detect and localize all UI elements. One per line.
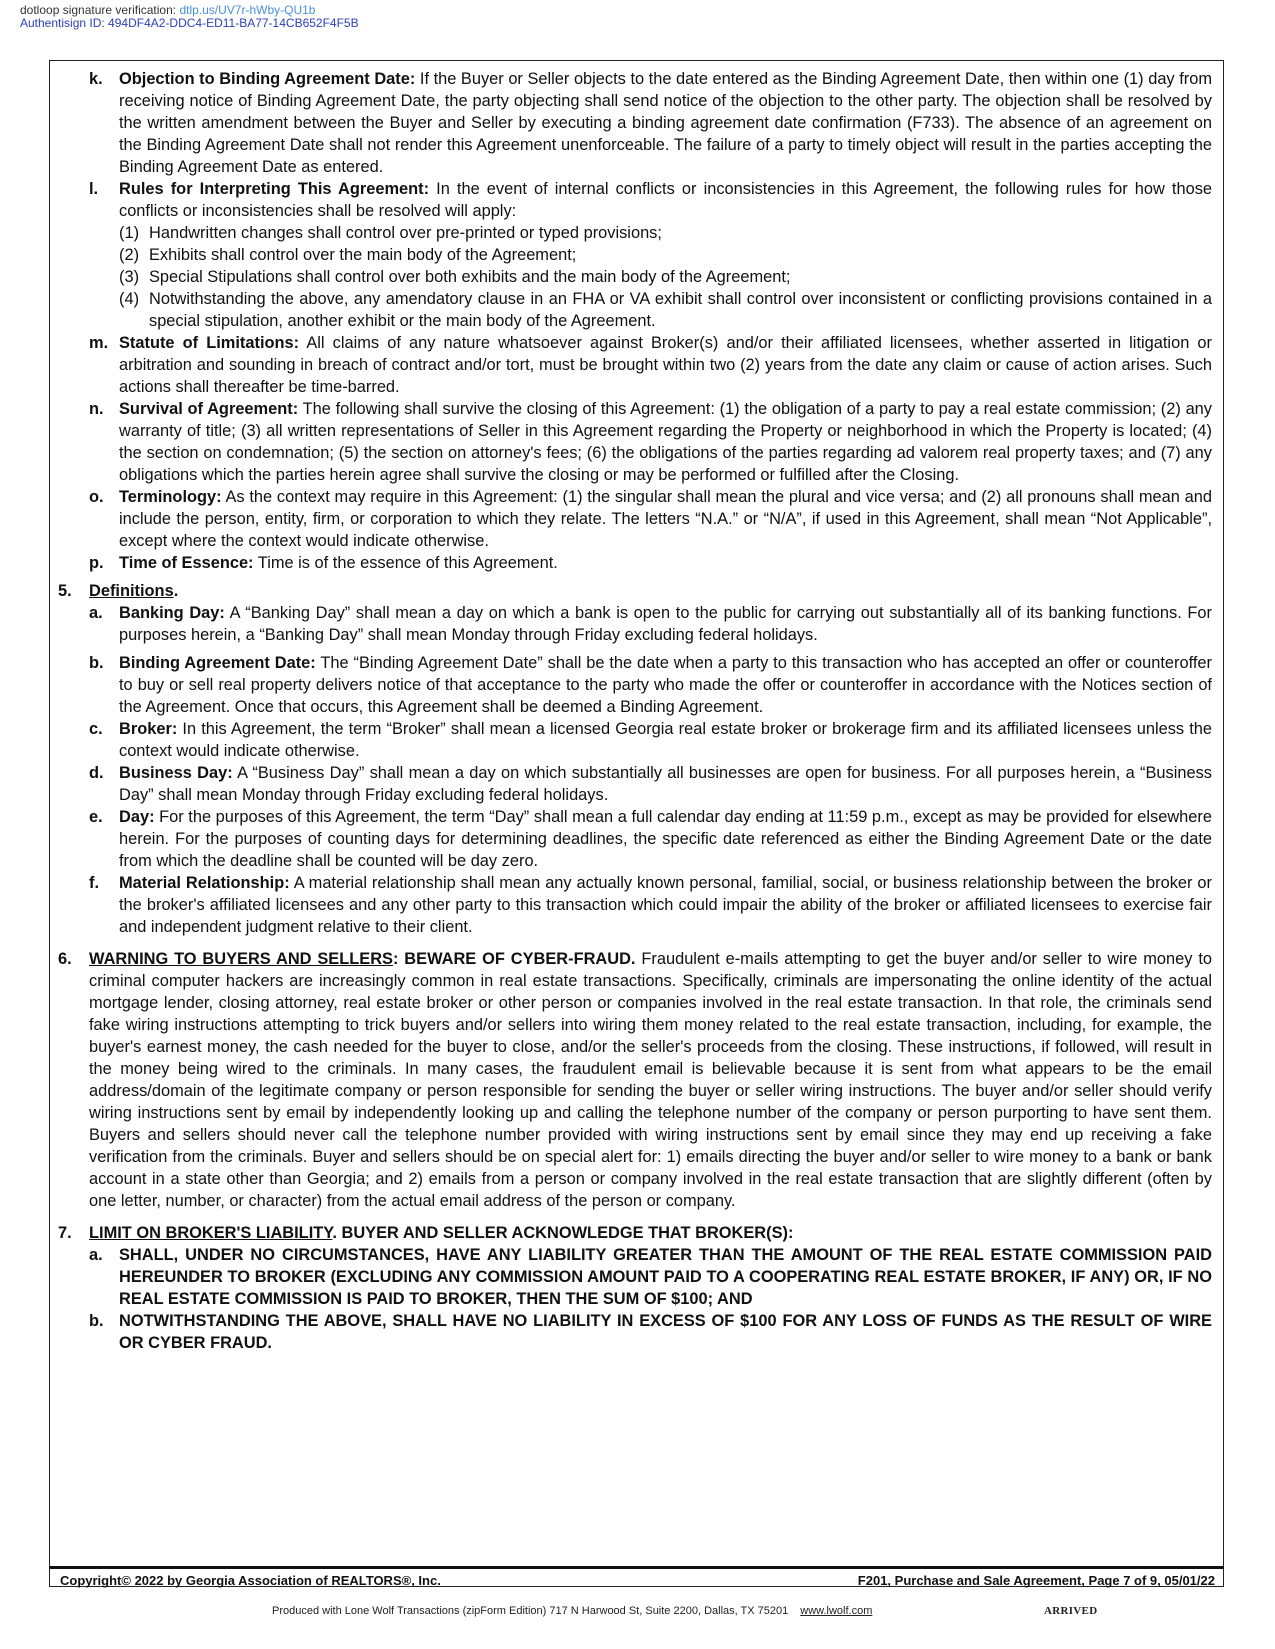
- clause-letter: l.: [89, 180, 99, 198]
- rule-number: (3): [119, 268, 140, 286]
- lwolf-link[interactable]: www.lwolf.com: [800, 1605, 873, 1617]
- definition-d: [49, 762, 1224, 806]
- clause-title: Terminology:: [119, 488, 222, 506]
- clause-k: [49, 68, 1224, 178]
- clause-text: A “Banking Day” shall mean a day on which a bank is open to the public for carrying out substantially all of its banking functions. For purposes herein, a “Banking Day” shall mean Monday through Friday excluding federal holidays.: [119, 604, 1212, 644]
- section-number: 7.: [58, 1224, 72, 1242]
- clause-letter: b.: [89, 1312, 104, 1330]
- clause-title: Time of Essence:: [119, 554, 254, 572]
- clause-text: In this Agreement, the term “Broker” shall mean a licensed Georgia real estate broker or brokerage firm and its affiliated licensees unless the context would indicate otherwise.: [119, 720, 1212, 760]
- section-5-heading: [49, 580, 1224, 602]
- verification-link[interactable]: dtlp.us/UV7r-hWby-QU1b: [179, 3, 316, 17]
- rule-item: [49, 288, 1224, 332]
- clause-title: Business Day:: [119, 764, 233, 782]
- section-6: [49, 948, 1224, 1212]
- rule-number: (1): [119, 224, 140, 242]
- section-number: 5.: [58, 582, 72, 600]
- liability-a: [49, 1244, 1224, 1310]
- rule-item: [49, 266, 1224, 288]
- section-title: LIMIT ON BROKER'S LIABILITY: [89, 1224, 333, 1242]
- rule-text: Notwithstanding the above, any amendatory clause in an FHA or VA exhibit shall control over inconsistent or conflicting provisions contained in a special stipulation, another exhibit or the main body of the Agreement.: [149, 290, 1212, 330]
- clause-letter: b.: [89, 654, 104, 672]
- clause-title: Survival of Agreement:: [119, 400, 299, 418]
- rule-text: Handwritten changes shall control over pre-printed or typed provisions;: [149, 224, 662, 242]
- clause-letter: e.: [89, 808, 103, 826]
- clause-text: NOTWITHSTANDING THE ABOVE, SHALL HAVE NO LIABILITY IN EXCESS OF $100 FOR ANY LOSS OF FUNDS AS THE RESULT OF WIRE OR CYBER FRAUD.: [119, 1312, 1212, 1352]
- definition-e: [49, 806, 1224, 872]
- copyright-text: Copyright© 2022 by Georgia Association of REALTORS®, Inc.: [60, 1573, 441, 1588]
- clause-text: The following shall survive the closing of this Agreement: (1) the obligation of a party to pay a real estate commission; (2) any warranty of title; (3) all written representations of Seller in this Agreement regarding the Property or neighborhood in which the Property is located; (4) the section on condemnation; (5) the section on attorney's fees; (6) the obligations of the parties regarding ad valorem real property taxes; and (7) any obligations which the parties herein agree shall survive the closing or may be performed or fulfilled after the Closing.: [119, 400, 1212, 484]
- clause-letter: m.: [89, 334, 109, 352]
- section-title-tail: : BEWARE OF CYBER-FRAUD.: [392, 950, 636, 968]
- clause-title: Objection to Binding Agreement Date:: [119, 70, 416, 88]
- footer-rule: [49, 1566, 1224, 1569]
- clause-text: In the event of internal conflicts or inconsistencies in this Agreement, the following rules for how those conflicts or inconsistencies shall be resolved will apply:: [119, 180, 1213, 220]
- clause-m: [49, 332, 1224, 398]
- rule-item: [49, 244, 1224, 266]
- verification-label: dotloop signature verification:: [20, 3, 180, 17]
- clause-letter: d.: [89, 764, 104, 782]
- clause-letter: f.: [89, 874, 100, 892]
- section-title: Definitions: [89, 582, 174, 600]
- form-page-info: F201, Purchase and Sale Agreement, Page 7 of 9, 05/01/22: [857, 1573, 1215, 1588]
- section-title-tail: . BUYER AND SELLER ACKNOWLEDGE THAT BROKER(S):: [332, 1224, 794, 1242]
- clause-text: For the purposes of this Agreement, the term “Day” shall mean a full calendar day ending at 11:59 p.m., except as may be provided for elsewhere herein. For the purposes of counting days for determining deadlines, the specific date referenced as either the Binding Agreement Date or the date from which the deadline shall be counted will be day zero.: [119, 808, 1212, 870]
- rule-text: Special Stipulations shall control over both exhibits and the main body of the Agreement;: [149, 268, 791, 286]
- authentisign-id: Authentisign ID: 494DF4A2-DDC4-ED11-BA77-14CB652F4F5B: [20, 16, 359, 30]
- clause-title: Binding Agreement Date:: [119, 654, 316, 672]
- clause-o: [49, 486, 1224, 552]
- rule-text: Exhibits shall control over the main body of the Agreement;: [149, 246, 577, 264]
- rule-number: (2): [119, 246, 140, 264]
- clause-title: Banking Day:: [119, 604, 225, 622]
- clause-text: All claims of any nature whatsoever against Broker(s) and/or their affiliated licensees, whether asserted in litigation or arbitration and sounding in breach of contract and/or tort, must be brought within two (2) years from the date any claim or cause of action arises. Such actions shall thereafter be time-barred.: [119, 334, 1212, 396]
- clause-text: A material relationship shall mean any actually known personal, familial, social, or business relationship between the broker or the broker's affiliated licensees and any other party to this transaction which could impair the ability of the broker or affiliated licensees to exercise fair and independent judgment relative to their client.: [119, 874, 1212, 936]
- clause-title: Rules for Interpreting This Agreement:: [119, 180, 430, 198]
- clause-l: [49, 178, 1224, 222]
- section-title: WARNING TO BUYERS AND SELLERS: [89, 950, 393, 968]
- document-body: [49, 68, 1224, 1354]
- clause-title: Statute of Limitations:: [119, 334, 300, 352]
- clause-letter: o.: [89, 488, 104, 506]
- clause-letter: k.: [89, 70, 103, 88]
- clause-n: [49, 398, 1224, 486]
- section-number: 6.: [58, 950, 72, 968]
- clause-letter: a.: [89, 1246, 103, 1264]
- clause-text: A “Business Day” shall mean a day on which substantially all businesses are open for business. For all purposes herein, a “Business Day” shall mean Monday through Friday excluding federal holidays.: [119, 764, 1212, 804]
- rule-item: [49, 222, 1224, 244]
- clause-title: Material Relationship:: [119, 874, 290, 892]
- clause-text: Time is of the essence of this Agreement.: [253, 554, 558, 572]
- clause-text: The “Binding Agreement Date” shall be the date when a party to this transaction who has accepted an offer or counteroffer to buy or sell real property delivers notice of that acceptance to the party who made the offer or counteroffer in accordance with the Notices section of the Agreement. Once that occurs, this Agreement shall be deemed a Binding Agreement.: [119, 654, 1212, 716]
- rule-number: (4): [119, 290, 140, 308]
- clause-text: As the context may require in this Agreement: (1) the singular shall mean the plural and vice versa; and (2) all pronouns shall mean and include the person, entity, firm, or corporation to which they relate. The letters “N.A.” or “N/A”, if used in this Agreement, shall mean “Not Applicable”, except where the context would indicate otherwise.: [119, 488, 1212, 550]
- clause-letter: a.: [89, 604, 103, 622]
- clause-letter: p.: [89, 554, 104, 572]
- clause-text: If the Buyer or Seller objects to the date entered as the Binding Agreement Date, then within one (1) day from receiving notice of Binding Agreement Date, the party objecting shall send notice of the objection to the other party. The objection shall be resolved by the written amendment between the Buyer and Seller by executing a binding agreement date confirmation (F733). The absence of an agreement on the Binding Agreement Date shall not render this Agreement unenforceable. The failure of a party to timely object will result in the parties accepting the Binding Agreement Date as entered.: [119, 70, 1212, 176]
- clause-p: [49, 552, 1224, 574]
- section-title-period: .: [173, 582, 179, 600]
- section-7-heading: [49, 1222, 1224, 1244]
- definition-b: [49, 652, 1224, 718]
- clause-letter: n.: [89, 400, 104, 418]
- clause-text: SHALL, UNDER NO CIRCUMSTANCES, HAVE ANY LIABILITY GREATER THAN THE AMOUNT OF THE REAL ESTATE COMMISSION PAID HEREUNDER TO BROKER (EXCLUDING ANY COMMISSION AMOUNT PAID TO A COOPERATING REAL ESTATE BROKER, IF ANY) OR, IF NO REAL ESTATE COMMISSION IS PAID TO BROKER, THEN THE SUM OF $100; AND: [119, 1246, 1212, 1308]
- section-text: Fraudulent e-mails attempting to get the buyer and/or seller to wire money to criminal computer hackers are increasingly common in real estate transactions. Specifically, criminals are impersonating the online identity of the actual mortgage lender, closing attorney, real estate broker or other person or companies involved in the real estate transaction. In that role, the criminals send fake wiring instructions attempting to trick buyers and/or sellers into wiring them money related to the real estate transaction, including, for example, the buyer's earnest money, the cash needed for the buyer to close, and/or the seller's proceeds from the closing. These instructions, if followed, will result in the money being wired to the criminals. In many cases, the fraudulent email is believable because it is sent from what appears to be the email address/domain of the legitimate company or person responsible for sending the buyer or seller wiring instructions. The buyer and/or seller should verify wiring instructions sent by email by independently looking up and calling the telephone number of the company or person purporting to have sent them. Buyers and sellers should never call the telephone number provided with wiring instructions sent by email since they may end up receiving a fake verification from the criminals. Buyer and sellers should be on special alert for: 1) emails directing the buyer and/or seller to wire money to a bank or bank account in a state other than Georgia; and 2) emails from a person or company involved in the real estate transaction that are slightly different (often by one letter, number, or character) from the actual email address of the person or company.: [89, 950, 1212, 1210]
- liability-b: [49, 1310, 1224, 1354]
- clause-title: Broker:: [119, 720, 178, 738]
- definition-a: [49, 602, 1224, 646]
- definition-f: [49, 872, 1224, 938]
- arrived-stamp: ARRIVED: [1044, 1605, 1098, 1617]
- definition-c: [49, 718, 1224, 762]
- produced-text: Produced with Lone Wolf Transactions (zipForm Edition) 717 N Harwood St, Suite 2200, Dallas, TX 75201: [272, 1605, 789, 1617]
- produced-with: [272, 1605, 872, 1617]
- clause-title: Day:: [119, 808, 155, 826]
- signature-verification: [20, 4, 359, 30]
- clause-letter: c.: [89, 720, 103, 738]
